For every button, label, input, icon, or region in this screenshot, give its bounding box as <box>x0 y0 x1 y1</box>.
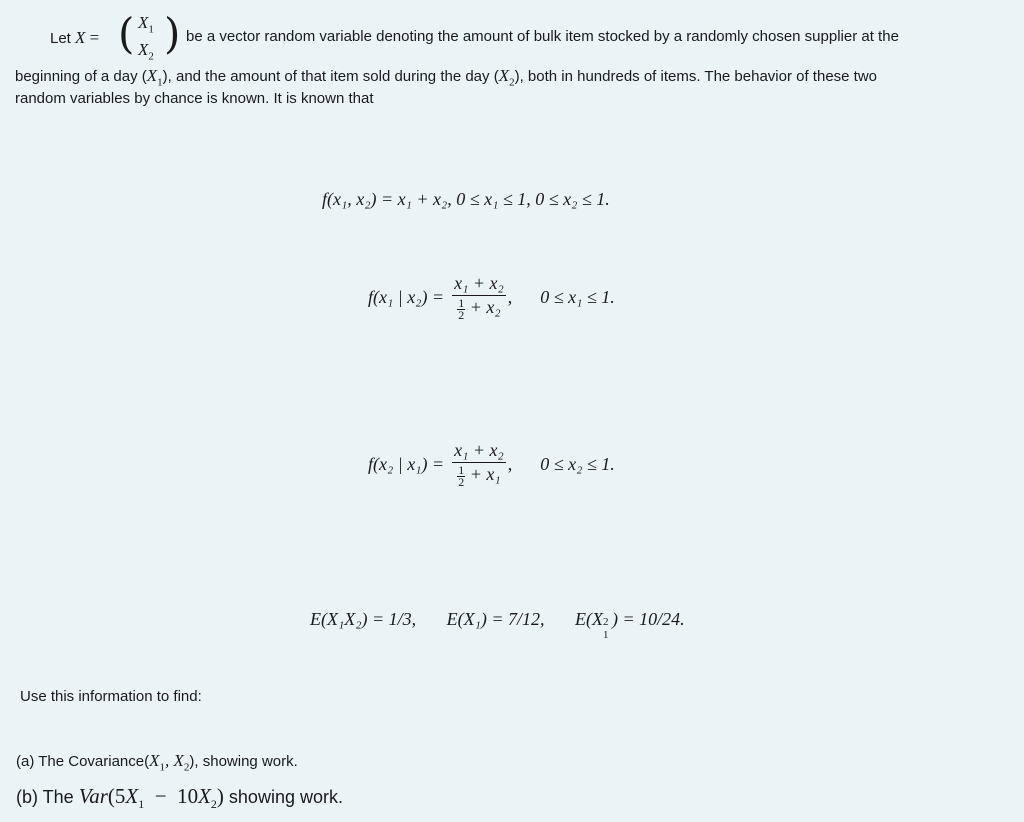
cond1-fraction <box>452 273 506 320</box>
equals-sign: = <box>89 28 100 47</box>
inline-x1: $X_1$ <box>146 66 163 89</box>
expect-x1x2: E(X₁X₂) = 1/3, <box>310 609 417 629</box>
conditional-pdf-1 <box>368 270 615 324</box>
question-b-part1: (b) The <box>16 787 74 807</box>
cond2-den-rest: + x₁ <box>469 464 501 485</box>
cond2-fraction <box>452 440 506 487</box>
var-x: X <box>75 28 86 47</box>
expect-x1-squared-b: ) = 10/24. <box>612 609 685 629</box>
cond1-numerator: x₁ + x₂ <box>452 273 506 296</box>
questions-prompt: Use this information to find: <box>20 688 202 705</box>
conditional-pdf-2 <box>368 437 615 491</box>
intro-line-2 <box>15 66 877 88</box>
expectations-line <box>310 609 685 641</box>
expect-x1-squared-a: E(X <box>575 609 604 629</box>
question-b <box>16 784 343 812</box>
vector-x1: $X_1$ <box>138 13 154 36</box>
intro-line-3: random variables by chance is known. It is known that <box>15 90 374 107</box>
half-fraction: $\frac{1}{2}$ <box>458 462 465 489</box>
cond1-comma: , <box>507 286 513 307</box>
question-a <box>16 751 298 773</box>
question-a-part2: ), showing work. <box>189 753 298 770</box>
half-fraction: $\frac{1}{2}$ <box>458 295 465 322</box>
intro-line-1 <box>50 28 99 48</box>
expect-x1-squared: E(X 2 1 ) = 10/24. <box>575 609 685 641</box>
cond2-numerator: x₁ + x₂ <box>452 440 506 463</box>
cond1-den-rest: + x₂ <box>469 297 501 318</box>
vector-x2: $X_2$ <box>138 40 154 63</box>
cond2-lhs: f(x₂ | x₁) = <box>368 453 445 474</box>
left-paren: ( <box>118 9 135 58</box>
intro-line-2-c: ), both in hundreds of items. The behavior of these two <box>514 68 878 85</box>
question-a-vars: $X_1$, $X_2$ <box>149 751 190 774</box>
joint-pdf-equation: f(x₁, x₂) = x₁ + x₂, 0 ≤ x₁ ≤ 1, 0 ≤ x₂ ≤ 1. <box>322 189 610 209</box>
cond2-range: 0 ≤ x₂ ≤ 1. <box>540 453 615 474</box>
inline-x2: $X_2$ <box>498 66 515 89</box>
right-paren: ) <box>164 9 181 58</box>
question-a-part1: (a) The Covariance( <box>16 753 150 770</box>
cond1-range: 0 ≤ x₁ ≤ 1. <box>540 286 615 307</box>
intro-line-2-a: beginning of a day ( <box>15 68 147 85</box>
cond1-denominator <box>452 296 506 320</box>
vector-x1-x2 <box>118 9 181 63</box>
question-b-part2: showing work. <box>228 787 343 807</box>
expect-x1: E(X₁) = 7/12, <box>446 609 545 629</box>
question-b-var-expr: $Var(5X_1 - 10X_2)$ <box>78 784 224 812</box>
let-label: Let <box>50 30 71 47</box>
cond1-lhs: f(x₁ | x₂) = <box>368 286 445 307</box>
intro-line-1-rest: be a vector random variable denoting the amount of bulk item stocked by a randomly chosen supplier at the <box>186 28 899 45</box>
cond2-comma: , <box>507 453 513 474</box>
cond2-denominator <box>452 463 506 487</box>
intro-line-2-b: ), and the amount of that item sold during the day ( <box>162 68 499 85</box>
